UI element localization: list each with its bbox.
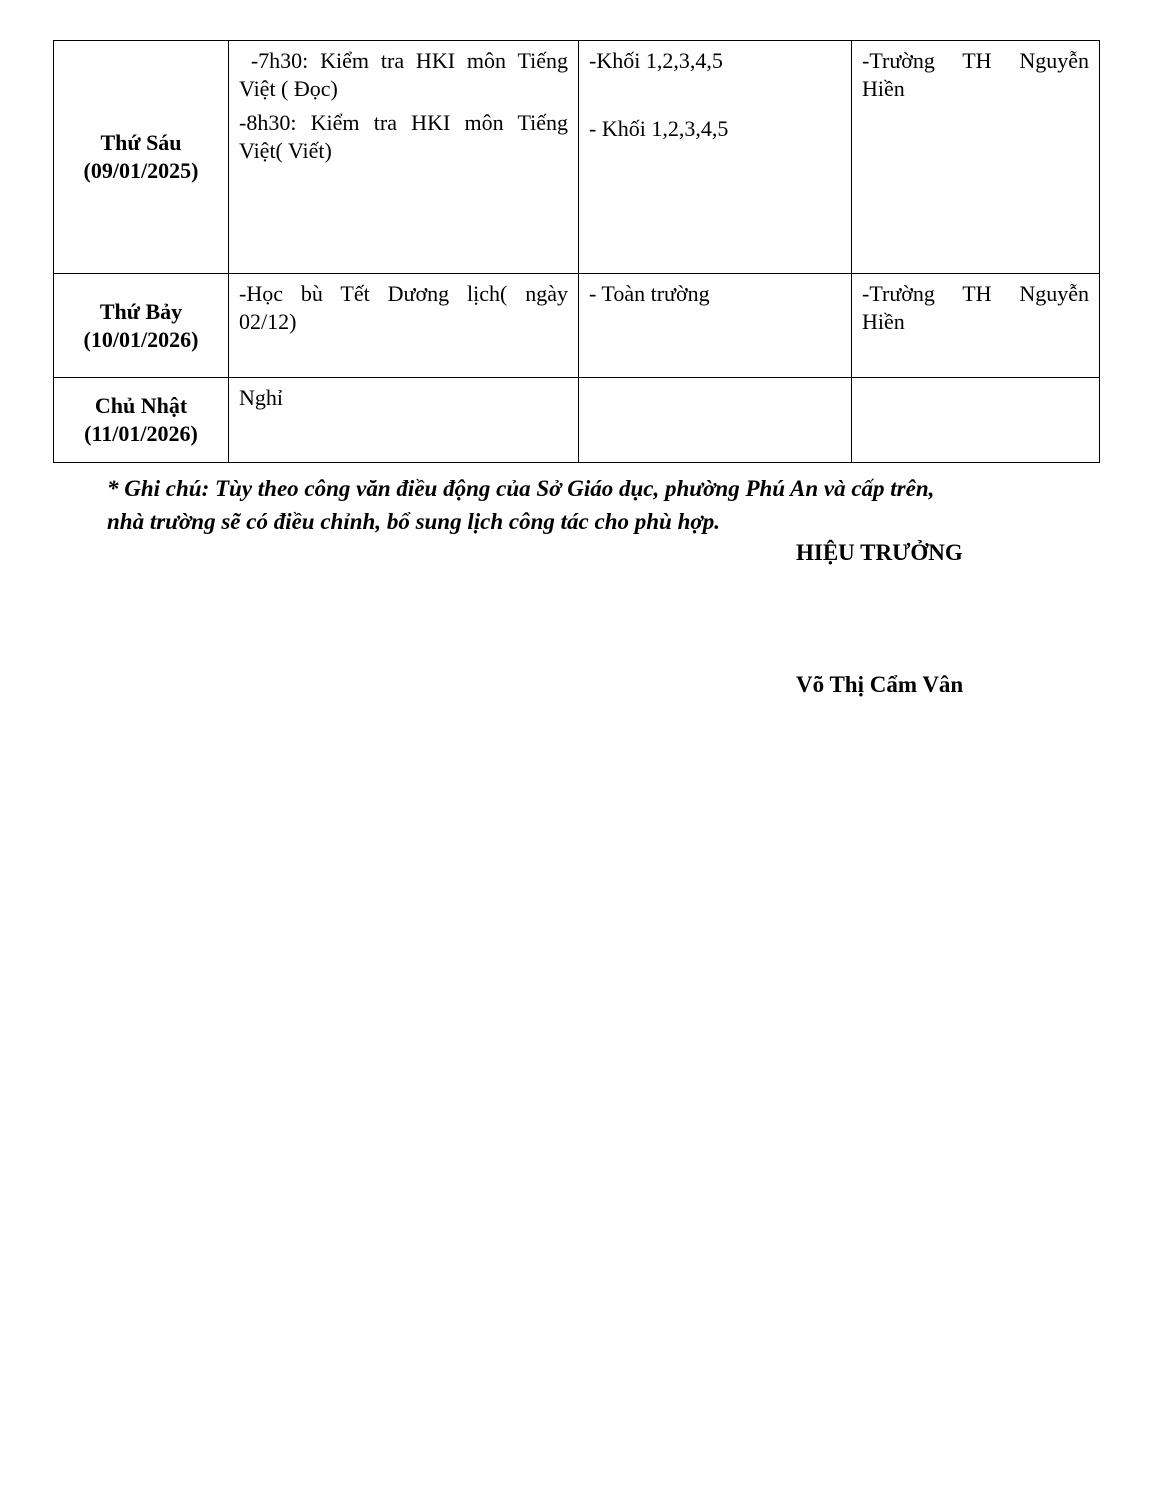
note-line: * Ghi chú: Tùy theo công văn điều động của Sở Giáo dục, phường Phú An và cấp trên, [107,476,935,501]
participant-item: - Toàn trường [589,281,710,306]
note [107,472,1057,538]
activity-cell [229,378,579,463]
day-date: (11/01/2026) [84,421,198,446]
day-cell [54,274,229,378]
table-row [54,41,1100,274]
participants-cell [579,41,852,274]
participants-cell [579,378,852,463]
signature-name: Võ Thị Cẩm Vân [796,672,964,697]
participant-item: -Khối 1,2,3,4,5 [589,48,723,73]
note-line: nhà trường sẽ có điều chỉnh, bổ sung lịch công tác cho phù hợp. [107,509,720,534]
location-cell: -Trường TH Nguyễn Hiền [852,41,1100,274]
location-cell: -Trường TH Nguyễn Hiền [852,274,1100,378]
table-row [54,378,1100,463]
activity-cell [229,274,579,378]
activity-item: Nghỉ [239,385,283,410]
day-date: (10/01/2026) [83,326,199,352]
participant-item: - Khối 1,2,3,4,5 [589,116,729,141]
activity-item: -8h30: Kiểm tra HKI môn Tiếng Việt( Viết) [239,110,568,163]
day-name: Chủ Nhật [94,393,188,418]
location-cell [852,378,1100,463]
day-cell [54,378,229,463]
day-name: Thứ Bảy [99,298,183,324]
table-row [54,274,1100,378]
activity-cell [229,41,579,274]
participants-cell [579,274,852,378]
day-cell [54,41,229,274]
activity-item: -7h30: Kiểm tra HKI môn Tiếng Việt ( Đọc) [239,48,574,101]
schedule-table [53,40,1100,463]
activity-item: -Học bù Tết Dương lịch( ngày 02/12) [239,281,568,334]
signature-title: HIỆU TRƯỞNG [796,540,963,565]
day-date: (09/01/2025) [83,158,199,183]
day-name: Thứ Sáu [100,130,182,155]
